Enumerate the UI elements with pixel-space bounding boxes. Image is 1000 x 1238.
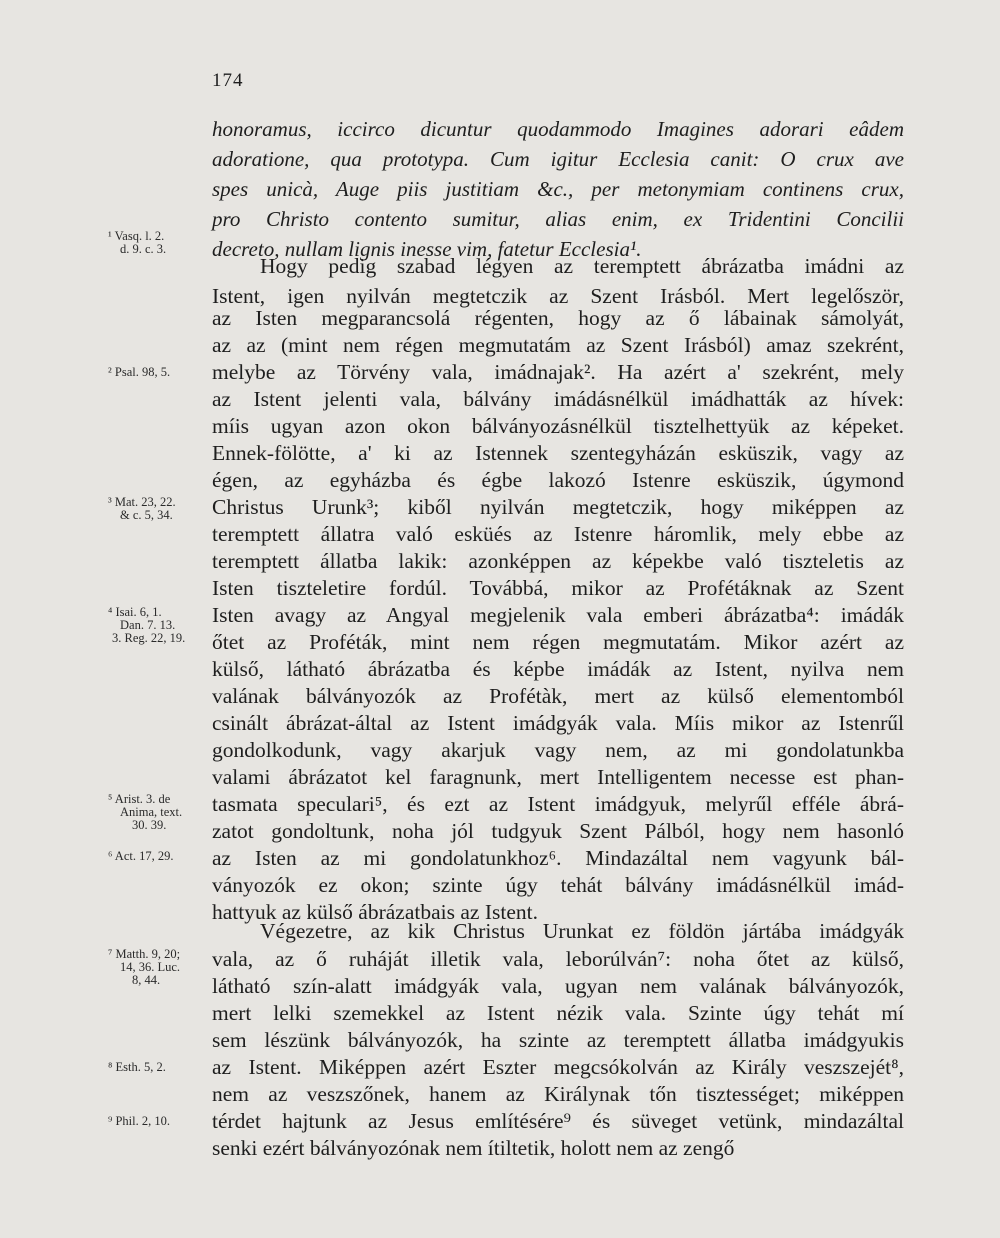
text-line: Isten tiszteletire fordúl. Továbbá, mikor az Profétáknak az Szent (212, 576, 904, 600)
text-line: őtet az Proféták, mint nem régen megmutatám. Mikor azért az (212, 630, 904, 654)
margin-note-line: ⁴ Isai. 6, 1. (108, 605, 162, 619)
text-line: Végezetre, az kik Christus Urunkat ez földön jártába imádgyák (260, 919, 904, 943)
text-line: külső, látható ábrázatba és képbe imádák az Istent, nyilva nem (212, 657, 904, 681)
text-line: Christus Urunk³; kiből nyilván megtetczik, hogy miképpen az (212, 495, 904, 519)
text-line: Hogy pedig szabad légyen az teremptett ábrázatba imádni az (260, 254, 904, 278)
text-line: valának bálványozók az Profétàk, mert az külső elementomból (212, 684, 904, 708)
text-line: pro Christo contento sumitur, alias enim, ex Tridentini Concilii (212, 207, 904, 231)
text-line: zatot gondoltunk, noha jól tudgyuk Szent Pálból, hogy nem hasonló (212, 819, 904, 843)
text-line: égen, az egyházba és égbe lakozó Istenre esküszik, úgymond (212, 468, 904, 492)
text-line: gondolkodunk, vagy akarjuk vagy nem, az mi gondolatunkba (212, 738, 904, 762)
margin-note-line: ⁸ Esth. 5, 2. (108, 1060, 166, 1074)
margin-note (108, 948, 208, 987)
text-line: térdet hajtunk az Jesus említésére⁹ és süveget vetünk, mindazáltal (212, 1109, 904, 1133)
margin-note (108, 793, 208, 832)
text-line: senki ezért bálványozónak nem ítiltetik, holott nem az zengő (212, 1136, 735, 1160)
margin-note-line: ¹ Vasq. l. 2. (108, 229, 165, 243)
text-line: az Isten az mi gondolatunkhoz⁶. Mindazáltal nem vagyunk bál- (212, 846, 904, 870)
margin-note-line: 8, 44. (132, 973, 161, 987)
margin-note-line: 14, 36. Luc. (120, 960, 181, 974)
text-line: teremptett állatba lakik: azonképpen az képekbe való tiszteletis az (212, 549, 904, 573)
margin-note-line: ⁵ Arist. 3. de (108, 792, 171, 806)
text-line: az Istent jelenti vala, bálvány imádásnélkül imádhatták az hívek: (212, 387, 904, 411)
margin-note-line: 3. Reg. 22, 19. (112, 631, 186, 645)
margin-note (108, 230, 208, 256)
text-line: vala, az ő ruháját illetik vala, leborúlván⁷: noha őtet az külső, (212, 947, 904, 971)
text-line: az Istent. Miképpen azért Eszter megcsókolván az Király veszszejét⁸, (212, 1055, 904, 1079)
text-line: Ennek-fölötte, a' ki az Istennek szentegyházán esküszik, vagy az (212, 441, 904, 465)
page-number: 174 (212, 70, 244, 91)
text-line: valami ábrázatot kel faragnunk, mert Intelligentem necesse est phan- (212, 765, 904, 789)
margin-note (108, 496, 208, 522)
margin-note-line: ⁹ Phil. 2, 10. (108, 1114, 171, 1128)
text-line: míis ugyan azon okon bálványozásnélkül tisztelhettyük az képeket. (212, 414, 904, 438)
text-line: az az (mint nem régen megmutatám az Szent Irásból) amaz szekrént, (212, 333, 904, 357)
text-line: tasmata speculari⁵, és ezt az Istent imádgyuk, melyrűl efféle ábrá- (212, 792, 904, 816)
margin-note-line: Dan. 7. 13. (120, 618, 176, 632)
text-line: honoramus, iccirco dicuntur quodammodo Imagines adorari eâdem (212, 117, 904, 141)
text-line: csinált ábrázat-által az Istent imádgyák vala. Míis mikor az Istenrűl (212, 711, 904, 735)
text-line: mert lelki szemekkel az Istent nézik vala. Szinte úgy tehát mí (212, 1001, 904, 1025)
text-line: sem lészünk bálványozók, ha szinte az teremptett állatba imádgyukis (212, 1028, 904, 1052)
margin-note-line: ² Psal. 98, 5. (108, 365, 171, 379)
text-line: melybe az Törvény vala, imádnajak². Ha azért a' szekrént, mely (212, 360, 904, 384)
margin-note (108, 606, 208, 645)
margin-note-line: & c. 5, 34. (120, 508, 173, 522)
text-line: látható szín-alatt imádgyák vala, ugyan nem valának bálványozók, (212, 974, 904, 998)
margin-note (108, 1061, 208, 1074)
text-line: az Isten megparancsolá régenten, hogy az ő lábainak sámolyát, (212, 306, 904, 330)
margin-note (108, 1115, 208, 1128)
margin-note (108, 850, 208, 863)
text-line: ványozók ez okon; szinte úgy tehát bálvány imádásnélkül imád- (212, 873, 904, 897)
margin-note-line: d. 9. c. 3. (120, 242, 167, 256)
margin-note-line: Anima, text. (120, 805, 183, 819)
text-line: teremptett állatra való esküés az Istenre háromlik, mely ebbe az (212, 522, 904, 546)
margin-note-line: 30. 39. (132, 818, 167, 832)
margin-note (108, 366, 208, 379)
text-line: hattyuk az külső ábrázatbais az Istent. (212, 900, 538, 924)
text-line: Istent, igen nyilván megtetczik az Szent Irásból. Mert legelőször, (212, 284, 904, 308)
margin-note-line: ³ Mat. 23, 22. (108, 495, 176, 509)
text-line: nem az veszszőnek, hanem az Királynak tőn tisztességet; miképpen (212, 1082, 904, 1106)
margin-note-line: ⁶ Act. 17, 29. (108, 849, 174, 863)
text-line: spes unicà, Auge piis justitiam &c., per metonymiam continens crux, (212, 177, 904, 201)
text-line: decreto, nullam lignis inesse vim, fatetur Ecclesia¹. (212, 237, 642, 261)
margin-note-line: ⁷ Matth. 9, 20; (108, 947, 181, 961)
text-line: adoratione, qua prototypa. Cum igitur Ecclesia canit: O crux ave (212, 147, 904, 171)
text-line: Isten avagy az Angyal megjelenik vala emberi ábrázatba⁴: imádák (212, 603, 904, 627)
